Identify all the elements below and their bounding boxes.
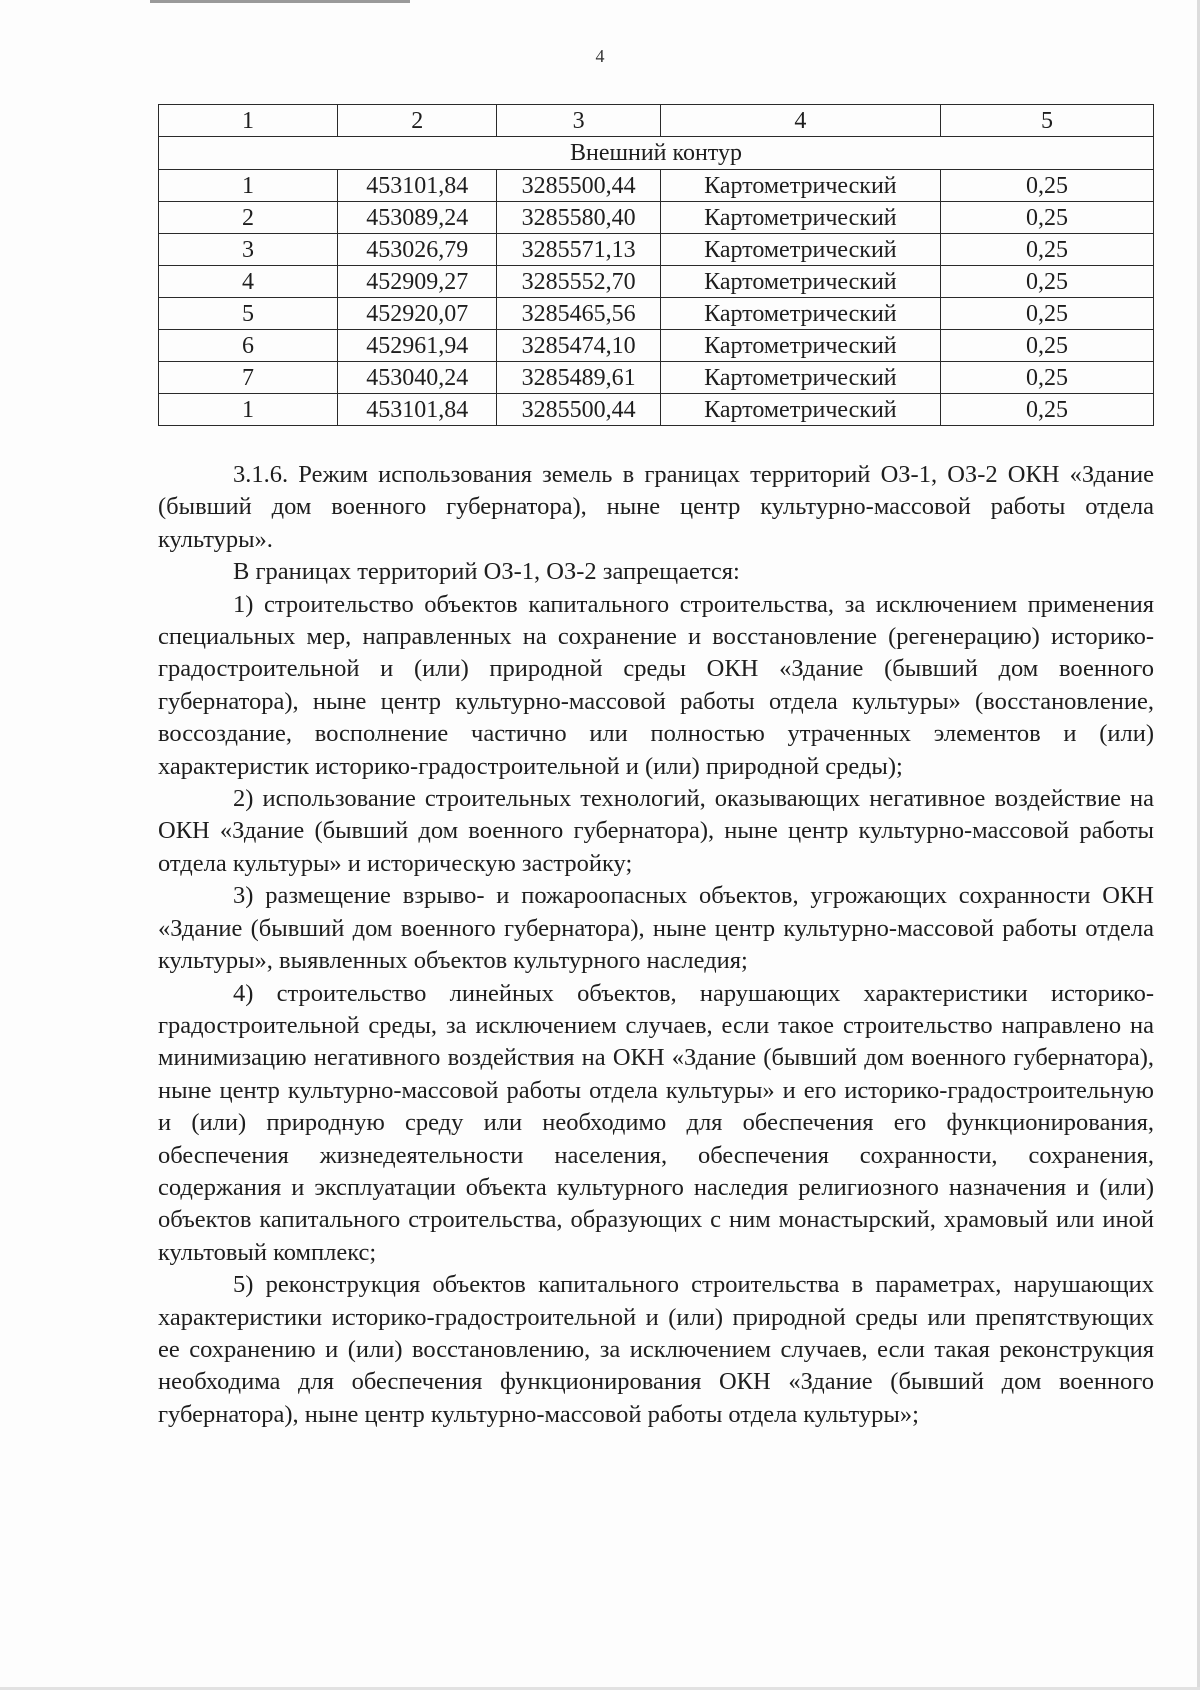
table-cell: 7	[159, 362, 338, 394]
table-cell: 0,25	[940, 266, 1153, 298]
table-cell: 3	[159, 234, 338, 266]
table-row	[159, 234, 1154, 266]
table-cell: 3285580,40	[497, 202, 660, 234]
table-row	[159, 394, 1154, 426]
table-cell: Картометрический	[660, 234, 940, 266]
table-cell: 453101,84	[338, 394, 497, 426]
table-cell: 4	[159, 266, 338, 298]
table-cell: 452961,94	[338, 330, 497, 362]
table-cell: 453040,24	[338, 362, 497, 394]
table-cell: 3285465,56	[497, 298, 660, 330]
coordinates-table	[158, 104, 1154, 426]
table-header-row	[159, 105, 1154, 137]
table-cell: 453026,79	[338, 234, 497, 266]
table-row	[159, 202, 1154, 234]
scan-edge-top	[150, 0, 410, 3]
table-cell: 0,25	[940, 170, 1153, 202]
table-cell: Картометрический	[660, 298, 940, 330]
table-cell: Картометрический	[660, 170, 940, 202]
table-row	[159, 266, 1154, 298]
table-row	[159, 330, 1154, 362]
table-cell: 0,25	[940, 330, 1153, 362]
table-cell: 3285552,70	[497, 266, 660, 298]
table-cell: 452920,07	[338, 298, 497, 330]
table-cell: 3285500,44	[497, 170, 660, 202]
header-cell: 2	[338, 105, 497, 137]
table-cell: 0,25	[940, 202, 1153, 234]
header-cell: 5	[940, 105, 1153, 137]
table-cell: 0,25	[940, 298, 1153, 330]
table-cell: 2	[159, 202, 338, 234]
paragraph: 3) размещение взрыво- и пожароопасных объектов, угрожающих сохранности ОКН «Здание (бывший дом военного губернатора), ныне центр культурно-массовой работы отдела культуры», выявленных объектов культурного наследия;	[158, 882, 1154, 975]
paragraph: В границах территорий ОЗ-1, ОЗ-2 запрещается:	[233, 558, 740, 586]
section-title: Внешний контур	[159, 137, 1154, 170]
table-row	[159, 298, 1154, 330]
table-cell: Картометрический	[660, 394, 940, 426]
body-text	[158, 459, 1154, 1431]
table-cell: 453089,24	[338, 202, 497, 234]
table-row	[159, 362, 1154, 394]
paragraph: 3.1.6. Режим использования земель в границах территорий ОЗ-1, ОЗ-2 ОКН «Здание (бывший дом военного губернатора), ныне центр культурно-массовой работы отдела культуры».	[158, 461, 1154, 553]
table-section-row	[159, 137, 1154, 170]
table-body	[159, 105, 1154, 426]
table-cell: Картометрический	[660, 202, 940, 234]
table-cell: 452909,27	[338, 266, 497, 298]
paragraph: 5) реконструкция объектов капитального строительства в параметрах, нарушающих характеристики историко-градостроительной и (или) природной среды или препятствующих ее сохранению и (или) восстановлению, за исключением случаев, если такая реконструкция необходима для обеспечения функционирования ОКН «Здание (бывший дом военного губернатора), ныне центр культурно-массовой работы отдела культуры»;	[158, 1271, 1154, 1428]
table-cell: 5	[159, 298, 338, 330]
table-cell: 6	[159, 330, 338, 362]
table-cell: 3285489,61	[497, 362, 660, 394]
table-cell: 3285571,13	[497, 234, 660, 266]
table-cell: 0,25	[940, 394, 1153, 426]
header-cell: 1	[159, 105, 338, 137]
page-number: 4	[595, 46, 605, 66]
table-cell: 3285474,10	[497, 330, 660, 362]
header-cell: 4	[660, 105, 940, 137]
table-cell: Картометрический	[660, 266, 940, 298]
table-row	[159, 170, 1154, 202]
table-cell: 453101,84	[338, 170, 497, 202]
table-cell: 1	[159, 394, 338, 426]
table-cell: Картометрический	[660, 330, 940, 362]
table-cell: 3285500,44	[497, 394, 660, 426]
paragraph: 1) строительство объектов капитального строительства, за исключением применения специальных мер, направленных на сохранение и восстановление (регенерацию) историко-градостроительной и (или) природной среды ОКН «Здание (бывший дом военного губернатора), ныне центр культурно-массовой работы отдела культуры» (восстановление, воссоздание, восполнение частично или полностью утраченных элементов и (или) характеристик историко-градостроительной и (или) природной среды);	[158, 590, 1154, 780]
paragraph: 4) строительство линейных объектов, нарушающих характеристики историко-градостроительной среды, за исключением случаев, если такое строительство направлено на минимизацию негативного воздействия на ОКН «Здание (бывший дом военного губернатора), ныне центр культурно-массовой работы отдела культуры» и его историко-градостроительную и (или) природную среду или необходимо для обеспечения его функционирования, обеспечения жизнедеятельности населения, обеспечения сохранности, сохранения, содержания и эксплуатации объекта культурного наследия религиозного назначения и (или) объектов капитального строительства, образующих с ним монастырский, храмовый или иной культовый комплекс;	[158, 979, 1154, 1266]
table-cell: Картометрический	[660, 362, 940, 394]
table-cell: 0,25	[940, 362, 1153, 394]
table-cell: 1	[159, 170, 338, 202]
table-cell: 0,25	[940, 234, 1153, 266]
header-cell: 3	[497, 105, 660, 137]
paragraph: 2) использование строительных технологий, оказывающих негативное воздействие на ОКН «Здание (бывший дом военного губернатора), ныне центр культурно-массовой работы отдела культуры» и историческую застройку;	[158, 785, 1154, 877]
